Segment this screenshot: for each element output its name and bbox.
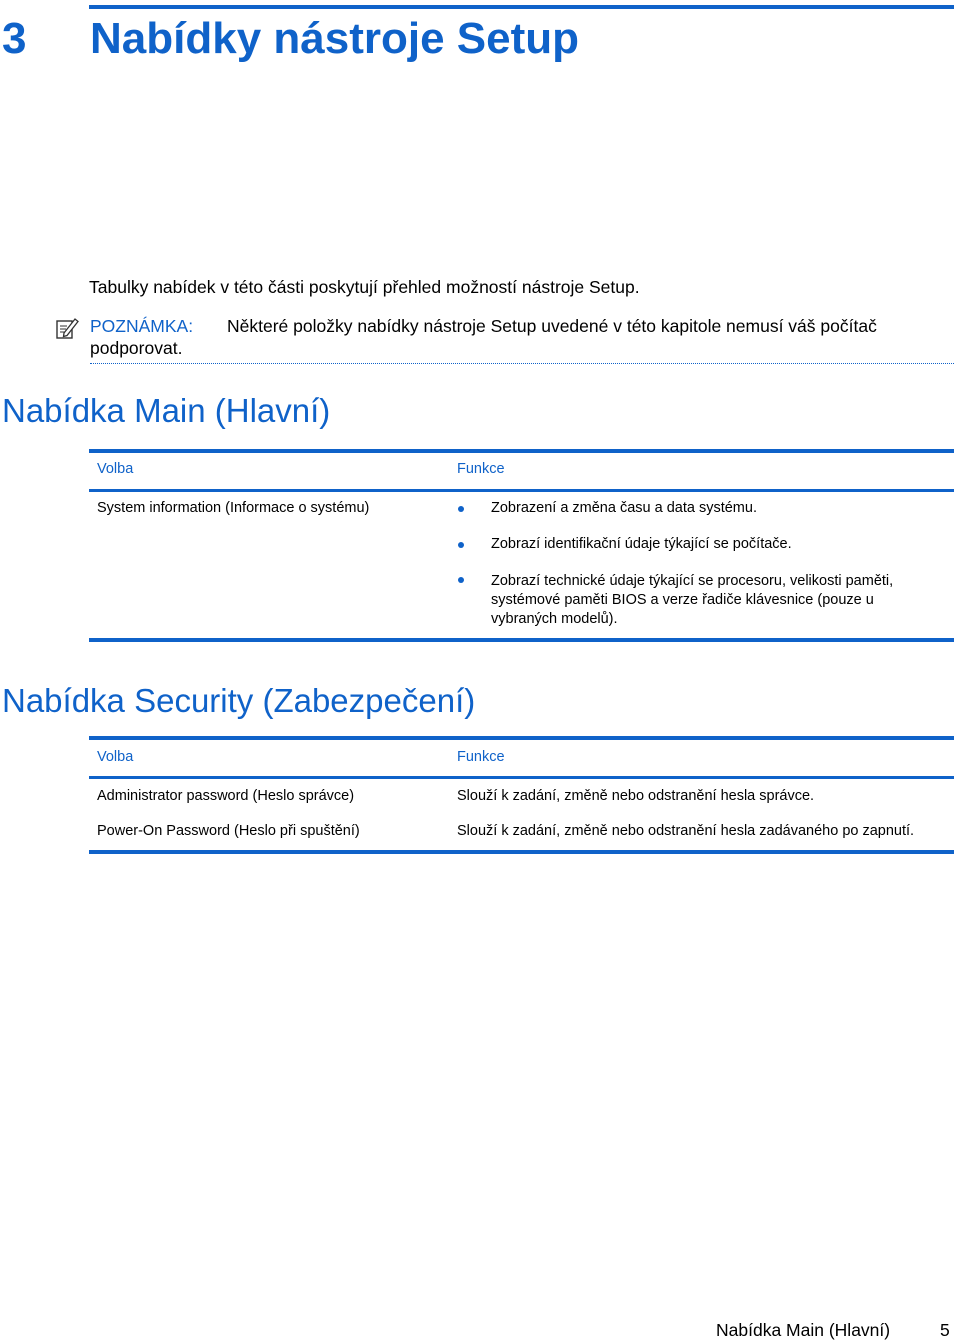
note-label: POZNÁMKA: <box>90 316 194 336</box>
table-header-rule <box>89 489 954 492</box>
column-header-function: Funkce <box>457 749 505 765</box>
table-bottom-rule <box>89 850 954 854</box>
table-top-rule <box>89 449 954 453</box>
bullet <box>458 506 464 512</box>
column-header-option: Volba <box>97 461 134 477</box>
table-cell-option: Power-On Password (Heslo při spuštění) <box>97 823 360 839</box>
bullet <box>458 577 464 583</box>
table-cell-option: System information (Informace o systému) <box>97 500 370 516</box>
note-text-continued: podporovat. <box>90 338 183 358</box>
chapter-title: Nabídky nástroje Setup <box>90 14 580 63</box>
table-cell-function: Slouží k zadání, změně nebo odstranění hesla správce. <box>457 788 815 804</box>
intro-paragraph: Tabulky nabídek v této části poskytují přehled možností nástroje Setup. <box>89 277 640 297</box>
note-divider <box>90 363 954 364</box>
column-header-function: Funkce <box>457 461 505 477</box>
table-cell-function: Slouží k zadání, změně nebo odstranění hesla zadávaného po zapnutí. <box>457 823 915 839</box>
function-item: Zobrazí technické údaje týkající se procesoru, velikosti paměti, systémové paměti BIOS a verze řadiče klávesnice (pouze u vybraných modelů). <box>491 573 894 627</box>
table-cell-option: Administrator password (Heslo správce) <box>97 788 355 804</box>
note-text: Některé položky nabídky nástroje Setup uvedené v této kapitole nemusí váš počítač <box>227 316 877 336</box>
chapter-number: 3 <box>2 14 27 63</box>
note-pencil-icon <box>55 316 79 340</box>
top-rule <box>89 5 954 9</box>
table-bottom-rule <box>89 638 954 642</box>
function-item: Zobrazení a změna času a data systému. <box>491 500 757 516</box>
main-section-heading: Nabídka Main (Hlavní) <box>2 392 331 429</box>
bullet <box>458 542 464 548</box>
table-header-rule <box>89 776 954 779</box>
footer-section-title: Nabídka Main (Hlavní) <box>716 1320 891 1340</box>
column-header-option: Volba <box>97 749 134 765</box>
function-item: Zobrazí identifikační údaje týkající se počítače. <box>491 536 792 552</box>
table-top-rule <box>89 736 954 740</box>
security-section-heading: Nabídka Security (Zabezpečení) <box>2 682 476 719</box>
page-number: 5 <box>940 1320 950 1340</box>
chapter-heading <box>2 14 579 64</box>
